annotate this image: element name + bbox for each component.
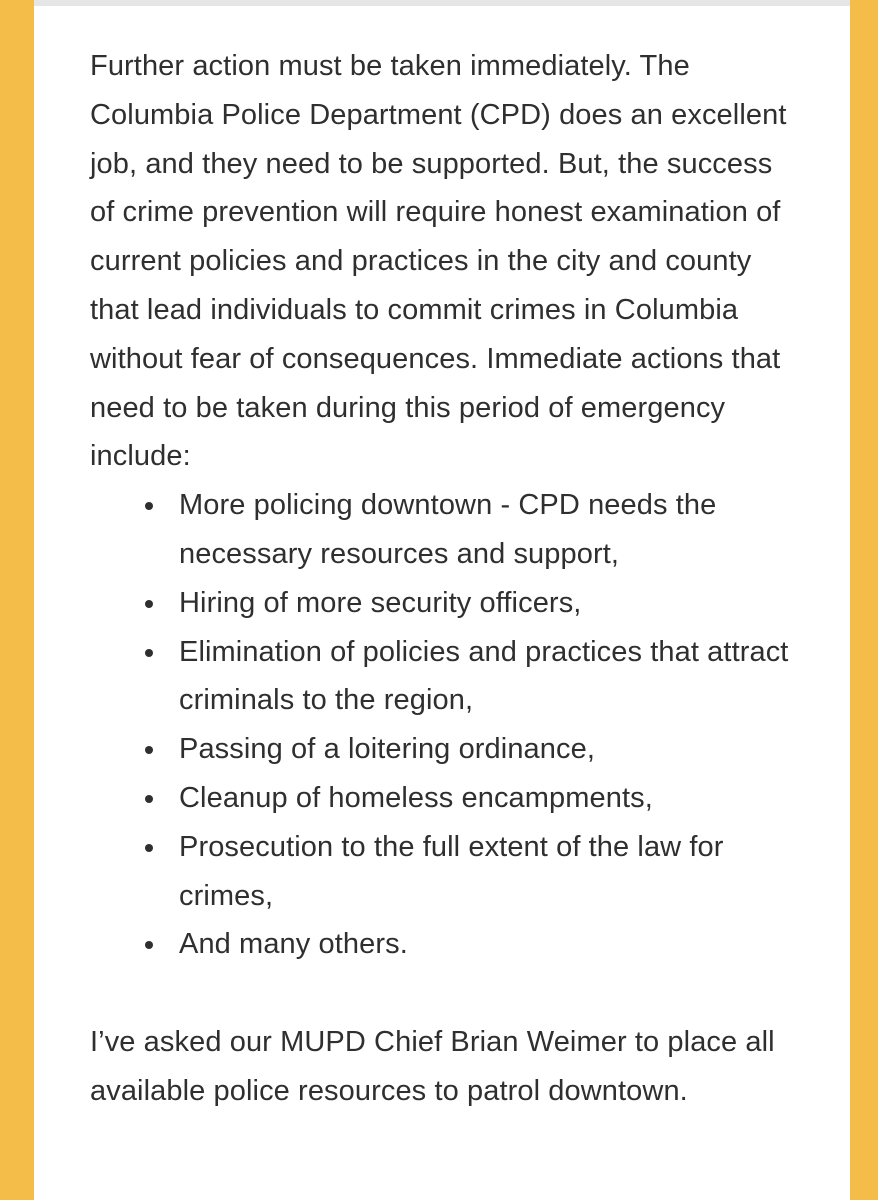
list-item [179, 920, 790, 969]
list-item [179, 725, 790, 774]
bullet-icon [145, 795, 153, 803]
list-item [179, 481, 790, 579]
document-body [90, 42, 790, 1116]
list-item [179, 823, 790, 921]
bullet-icon [145, 649, 153, 657]
paragraph-spacer [90, 969, 790, 1018]
bullet-icon [145, 941, 153, 949]
list-item-text: Hiring of more security officers, [179, 586, 582, 619]
bullet-icon [145, 502, 153, 510]
list-item-text: Prosecution to the full extent of the law for crimes, [179, 830, 724, 912]
action-list [90, 481, 790, 969]
intro-paragraph: Further action must be taken immediately. The Columbia Police Department (CPD) does an excellent job, and they need to be supported. But, the success of crime prevention will require honest examination of current policies and practices in the city and county that lead individuals to commit crimes in Columbia without fear of consequences. Immediate actions that need to be taken during this period of emergency include: [90, 50, 787, 473]
closing-paragraph: I’ve asked our MUPD Chief Brian Weimer to place all available police resources to patrol downtown. [90, 1025, 775, 1107]
bullet-icon [145, 600, 153, 608]
content-panel [34, 0, 850, 1200]
list-item-text: More policing downtown - CPD needs the necessary resources and support, [179, 489, 717, 570]
list-item-text: Cleanup of homeless encampments, [179, 781, 653, 814]
list-item-text: And many others. [179, 928, 408, 961]
list-item [179, 774, 790, 823]
list-item [179, 628, 790, 726]
bullet-icon [145, 844, 153, 852]
list-item [179, 579, 790, 628]
list-item-text: Elimination of policies and practices that attract criminals to the region, [179, 635, 789, 717]
list-item-text: Passing of a loitering ordinance, [179, 733, 595, 766]
bullet-icon [145, 746, 153, 754]
